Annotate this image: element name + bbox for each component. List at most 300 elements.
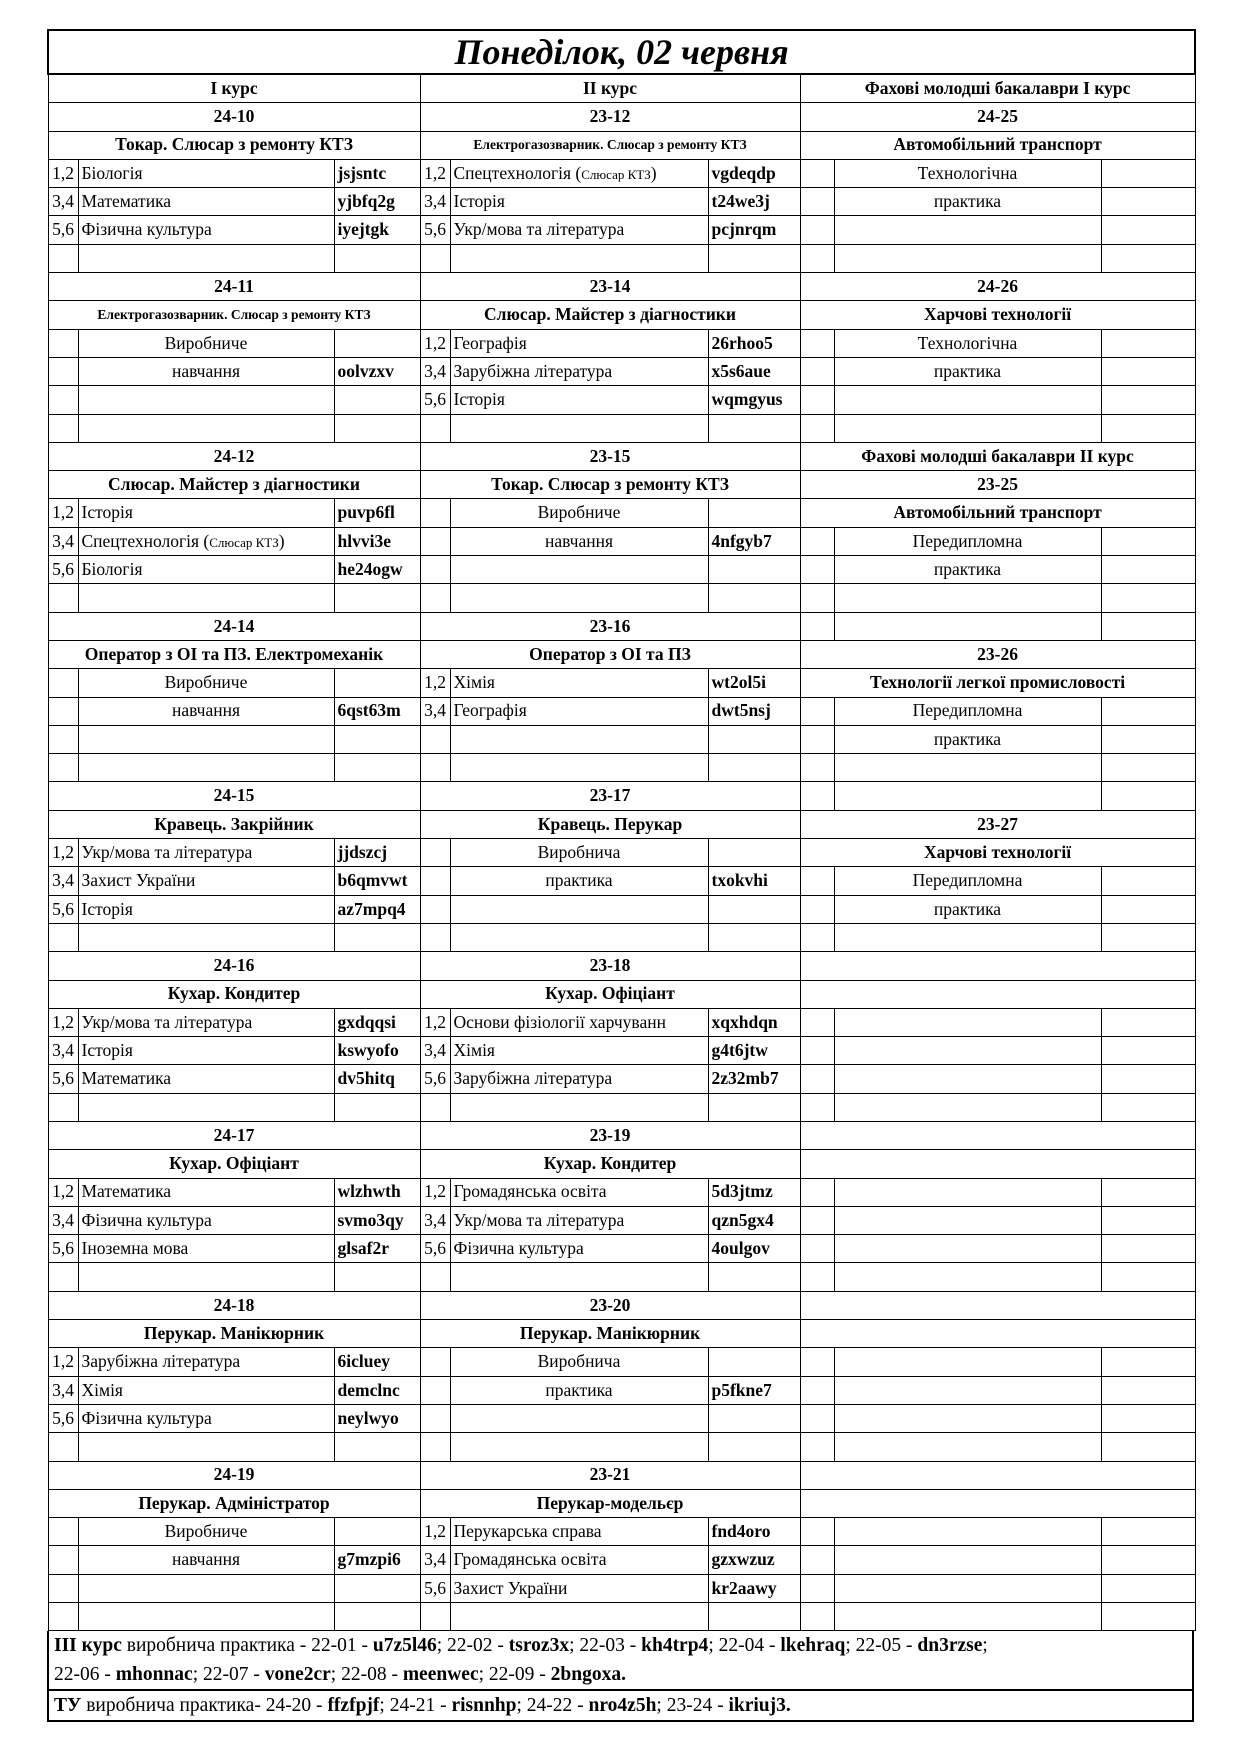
pair-number [48,1518,78,1546]
pair-number: 3,4 [48,1206,78,1234]
bachelor-code-cell [1101,1546,1195,1574]
bachelor-activity-cell [834,1008,1101,1036]
bachelor-blank-cell [800,697,834,725]
room-code: g4t6jtw [708,1037,800,1065]
subject-name: Громадянська освіта [450,1178,708,1206]
schedule-row [48,980,1195,1008]
subject-name: Укр/мова та література [78,1008,334,1036]
pair-number [420,414,450,442]
subject-name [78,1263,334,1291]
pair-number: 1,2 [48,159,78,187]
subject-name [78,754,334,782]
room-code [708,1603,800,1631]
footer-text: виробнича практика - 22-01 - [121,1635,373,1657]
specialty-name: Слюсар. Майстер з діагностики [48,471,420,499]
schedule-row [48,1574,1195,1602]
bachelor-code-cell [1101,527,1195,555]
bachelor-group-cell: 23-26 [800,640,1195,668]
pair-number [420,1404,450,1432]
subject-note: Слюсар КТЗ [581,166,651,182]
subject-name [78,923,334,951]
subject-name [78,1574,334,1602]
room-code [708,244,800,272]
room-code [708,923,800,951]
bachelor-blank-cell [800,1518,834,1546]
schedule-row [48,725,1195,753]
subject-name: Математика [78,1065,334,1093]
specialty-name: Перукар. Адміністратор [48,1489,420,1517]
room-code: 26rhoo5 [708,329,800,357]
pair-number: 3,4 [48,1376,78,1404]
column-header-row [48,74,1195,103]
footer-text: ; 22-02 - [436,1635,509,1657]
footer-bold: III курс [54,1635,122,1657]
subject-name: Захист України [450,1574,708,1602]
bachelor-activity-cell [834,754,1101,782]
pair-number [48,329,78,357]
pair-number: 1,2 [420,329,450,357]
room-code [708,754,800,782]
subject-name: Зарубіжна література [450,1065,708,1093]
bachelor-code-cell [1101,414,1195,442]
subject-text-end: ) [278,530,285,551]
subject-name: навчання [78,357,334,385]
subject-name: Історія [78,1037,334,1065]
bachelor-code-cell [1101,386,1195,414]
pair-number: 3,4 [48,188,78,216]
bachelor-code-cell [1101,1348,1195,1376]
bachelor-code-cell [1101,216,1195,244]
group-code: 24-17 [48,1121,420,1149]
schedule-row [48,1546,1195,1574]
pair-number [48,386,78,414]
pair-number: 3,4 [48,1037,78,1065]
schedule-row [48,1291,1195,1319]
bachelor-blank-cell [800,867,834,895]
bachelor-activity-cell: практика [834,357,1101,385]
schedule-row [48,301,1195,329]
footer-bold: lkehraq [780,1635,846,1657]
room-code [708,725,800,753]
footer-bold: nro4z5h [588,1695,657,1717]
subject-name [450,1603,708,1631]
room-code: x5s6aue [708,357,800,385]
room-code: vgdeqdp [708,159,800,187]
subject-name: Укр/мова та література [450,1206,708,1234]
footer-notes [47,1631,1194,1722]
pair-number: 5,6 [48,1404,78,1432]
bachelor-blank-cell [800,1178,834,1206]
pair-number [420,839,450,867]
room-code [708,1348,800,1376]
footer-text: 22-06 - [54,1664,116,1686]
pair-number [420,867,450,895]
bachelor-group-cell: Автомобільний транспорт [800,131,1195,159]
subject-name: Зарубіжна література [450,357,708,385]
room-code: qzn5gx4 [708,1206,800,1234]
footer-bold: ikriuj3. [728,1695,791,1717]
room-code [334,244,420,272]
room-code: 5d3jtmz [708,1178,800,1206]
room-code: jjdszcj [334,839,420,867]
bachelor-code-cell [1101,329,1195,357]
header-course-2: II курс [420,74,800,103]
footer-text: ; 23-24 - [656,1695,729,1717]
subject-name [78,244,334,272]
room-code: gzxwzuz [708,1546,800,1574]
schedule-row [48,1008,1195,1036]
bachelor-activity-cell [834,414,1101,442]
subject-name: навчання [78,697,334,725]
pair-number [420,499,450,527]
footer-line [49,1660,1192,1689]
pair-number [48,1603,78,1631]
bachelor-code-cell [1101,1404,1195,1432]
subject-name: Географія [450,697,708,725]
bachelor-code-cell [1101,1008,1195,1036]
schedule-row [48,1121,1195,1149]
pair-number: 5,6 [48,895,78,923]
pair-number: 3,4 [420,357,450,385]
bachelor-blank-cell [800,527,834,555]
group-code: 23-15 [420,442,800,470]
room-code [334,414,420,442]
schedule-row [48,895,1195,923]
room-code: neylwyo [334,1404,420,1432]
room-code: oolvzxv [334,357,420,385]
bachelor-blank-cell [800,754,834,782]
subject-name [450,1093,708,1121]
schedule-row [48,1461,1195,1489]
schedule-row [48,584,1195,612]
subject-name: Виробниче [78,1518,334,1546]
subject-name [78,584,334,612]
room-code [334,1518,420,1546]
specialty-name: Токар. Слюсар з ремонту КТЗ [48,131,420,159]
pair-number [420,754,450,782]
schedule-row [48,1150,1195,1178]
schedule-row [48,1320,1195,1348]
specialty-name: Оператор з ОІ та ПЗ. Електромеханік [48,640,420,668]
subject-name: Фізична культура [78,216,334,244]
bachelor-activity-cell [834,1037,1101,1065]
pair-number: 5,6 [420,1065,450,1093]
room-code: gxdqqsi [334,1008,420,1036]
room-code: g7mzpi6 [334,1546,420,1574]
bachelor-blank-cell [800,159,834,187]
specialty-name: Перукар-модельєр [420,1489,800,1517]
bachelor-blank-cell [800,329,834,357]
subject-name [450,584,708,612]
bachelor-code-cell [1101,1433,1195,1461]
subject-name: Історія [450,386,708,414]
pair-number [420,1603,450,1631]
bachelor-code-cell [1101,1065,1195,1093]
room-code: b6qmvwt [334,867,420,895]
footer-text: ; 22-08 - [330,1664,403,1686]
room-code [708,839,800,867]
bachelor-activity-cell: Передипломна [834,867,1101,895]
pair-number: 3,4 [48,867,78,895]
subject-text: Спецтехнологія ( [81,530,210,551]
bachelor-blank-cell [800,725,834,753]
schedule-row [48,867,1195,895]
subject-name: практика [450,1376,708,1404]
bachelor-group-cell [800,952,1195,980]
room-code [708,1093,800,1121]
bachelor-blank-cell [800,244,834,272]
schedule-row [48,1518,1195,1546]
schedule-row [48,754,1195,782]
bachelor-blank-cell [800,1206,834,1234]
schedule-row [48,527,1195,555]
subject-name [78,1093,334,1121]
bachelor-code-cell [1101,923,1195,951]
schedule-row [48,188,1195,216]
room-code: he24ogw [334,556,420,584]
footer-text: ; 22-09 - [478,1664,551,1686]
subject-name: навчання [450,527,708,555]
schedule-row [48,1489,1195,1517]
group-code: 24-16 [48,952,420,980]
schedule-row [48,640,1195,668]
schedule-row [48,810,1195,838]
bachelor-group-cell [800,1150,1195,1178]
pair-number: 5,6 [48,556,78,584]
schedule-row [48,1404,1195,1432]
group-code: 23-18 [420,952,800,980]
bachelor-group-cell: Фахові молодші бакалаври II курс [800,442,1195,470]
bachelor-activity-cell [834,1376,1101,1404]
bachelor-code-cell [1101,1574,1195,1602]
pair-number [420,895,450,923]
room-code [334,754,420,782]
group-code: 24-12 [48,442,420,470]
specialty-name: Кухар. Кондитер [420,1150,800,1178]
pair-number: 3,4 [420,697,450,725]
specialty-name: Електрогазозварник. Слюсар з ремонту КТЗ [48,301,420,329]
room-code: txokvhi [708,867,800,895]
bachelor-blank-cell [800,782,834,810]
pair-number: 1,2 [48,499,78,527]
schedule-row [48,159,1195,187]
subject-name [450,725,708,753]
room-code: wt2ol5i [708,669,800,697]
specialty-name: Кравець. Перукар [420,810,800,838]
bachelor-blank-cell [800,1376,834,1404]
subject-name: Фізична культура [78,1206,334,1234]
pair-number: 1,2 [420,669,450,697]
schedule-row [48,1093,1195,1121]
room-code: yjbfq2g [334,188,420,216]
schedule-row [48,669,1195,697]
subject-name: Географія [450,329,708,357]
bachelor-group-cell: 23-25 [800,471,1195,499]
bachelor-group-cell [800,1291,1195,1319]
bachelor-activity-cell [834,584,1101,612]
bachelor-code-cell [1101,895,1195,923]
subject-name [450,1263,708,1291]
pair-number [48,1093,78,1121]
schedule-row [48,839,1195,867]
bachelor-code-cell [1101,697,1195,725]
group-code: 24-11 [48,273,420,301]
pair-number: 3,4 [420,1546,450,1574]
schedule-row [48,1348,1195,1376]
group-code: 24-14 [48,612,420,640]
room-code [708,1433,800,1461]
subject-name: Математика [78,1178,334,1206]
subject-name: Історія [450,188,708,216]
group-code: 23-21 [420,1461,800,1489]
room-code [708,895,800,923]
bachelor-activity-cell [834,1235,1101,1263]
pair-number: 1,2 [420,1518,450,1546]
bachelor-code-cell [1101,1206,1195,1234]
subject-name: Виробниче [78,329,334,357]
bachelor-activity-cell [834,386,1101,414]
room-code: 6qst63m [334,697,420,725]
pair-number: 1,2 [420,1178,450,1206]
pair-number [48,1433,78,1461]
subject-name [78,1433,334,1461]
schedule-row [48,329,1195,357]
pair-number: 1,2 [48,839,78,867]
page-title: Понеділок, 02 червня [48,30,1195,74]
footer-line [49,1689,1192,1720]
subject-name [78,1603,334,1631]
pair-number [48,357,78,385]
schedule-row [48,1178,1195,1206]
pair-number: 1,2 [48,1008,78,1036]
room-code [334,386,420,414]
room-code [708,414,800,442]
group-code: 24-18 [48,1291,420,1319]
bachelor-blank-cell [800,1348,834,1376]
subject-name: практика [450,867,708,895]
pair-number: 1,2 [420,1008,450,1036]
pair-number [420,584,450,612]
pair-number [48,584,78,612]
room-code: dv5hitq [334,1065,420,1093]
room-code [708,1263,800,1291]
bachelor-activity-cell [834,782,1101,810]
subject-name [450,414,708,442]
room-code [334,329,420,357]
bachelor-code-cell [1101,782,1195,810]
bachelor-activity-cell [834,1065,1101,1093]
bachelor-group-cell: Харчові технології [800,839,1195,867]
group-code: 24-10 [48,103,420,131]
group-code: 24-19 [48,1461,420,1489]
room-code: wlzhwth [334,1178,420,1206]
bachelor-code-cell [1101,612,1195,640]
bachelor-group-cell [800,1489,1195,1517]
footer-bold: ТУ [54,1695,82,1717]
subject-name: Укр/мова та література [78,839,334,867]
pair-number [420,244,450,272]
pair-number: 1,2 [420,159,450,187]
subject-name: Хімія [78,1376,334,1404]
room-code: xqxhdqn [708,1008,800,1036]
specialty-name: Токар. Слюсар з ремонту КТЗ [420,471,800,499]
bachelor-blank-cell [800,1263,834,1291]
bachelor-activity-cell [834,216,1101,244]
bachelor-group-cell: 24-26 [800,273,1195,301]
schedule-row [48,357,1195,385]
footer-bold: vone2cr [264,1664,331,1686]
schedule-row [48,697,1195,725]
room-code [334,1574,420,1602]
room-code [708,499,800,527]
specialty-name: Кухар. Кондитер [48,980,420,1008]
pair-number: 5,6 [420,1235,450,1263]
pair-number [48,1574,78,1602]
subject-name: Історія [78,499,334,527]
subject-name: навчання [78,1546,334,1574]
room-code: t24we3j [708,188,800,216]
bachelor-code-cell [1101,867,1195,895]
group-code: 23-19 [420,1121,800,1149]
group-code: 23-17 [420,782,800,810]
subject-name [450,754,708,782]
bachelor-blank-cell [800,188,834,216]
bachelor-activity-cell [834,1574,1101,1602]
specialty-name: Слюсар. Майстер з діагностики [420,301,800,329]
bachelor-activity-cell [834,244,1101,272]
bachelor-activity-cell: практика [834,188,1101,216]
subject-name: Укр/мова та література [450,216,708,244]
bachelor-activity-cell [834,612,1101,640]
group-code: 23-20 [420,1291,800,1319]
room-code [708,556,800,584]
bachelor-activity-cell [834,1263,1101,1291]
bachelor-blank-cell [800,1603,834,1631]
bachelor-activity-cell [834,1518,1101,1546]
pair-number: 5,6 [420,1574,450,1602]
subject-name [450,556,708,584]
subject-name: Виробниче [450,499,708,527]
group-code: 23-14 [420,273,800,301]
bachelor-blank-cell [800,556,834,584]
room-code: kswyofo [334,1037,420,1065]
bachelor-code-cell [1101,1037,1195,1065]
room-code [334,1263,420,1291]
bachelor-code-cell [1101,1235,1195,1263]
room-code: glsaf2r [334,1235,420,1263]
specialty-name: Кухар. Офіціант [420,980,800,1008]
bachelor-code-cell [1101,1178,1195,1206]
room-code: demclnc [334,1376,420,1404]
schedule-row [48,952,1195,980]
pair-number: 3,4 [48,527,78,555]
subject-name: Основи фізіології харчуванн [450,1008,708,1036]
bachelor-code-cell [1101,1518,1195,1546]
room-code [334,923,420,951]
bachelor-group-cell: 23-27 [800,810,1195,838]
room-code: wqmgyus [708,386,800,414]
schedule-row [48,556,1195,584]
specialty-name: Електрогазозварник. Слюсар з ремонту КТЗ [420,131,800,159]
group-code: 24-15 [48,782,420,810]
footer-text: ; [982,1635,988,1657]
subject-name [450,895,708,923]
pair-number [420,1433,450,1461]
footer-bold: kh4trp4 [641,1635,709,1657]
bachelor-activity-cell [834,1404,1101,1432]
specialty-name: Оператор з ОІ та ПЗ [420,640,800,668]
schedule-sheet [47,29,1194,1722]
